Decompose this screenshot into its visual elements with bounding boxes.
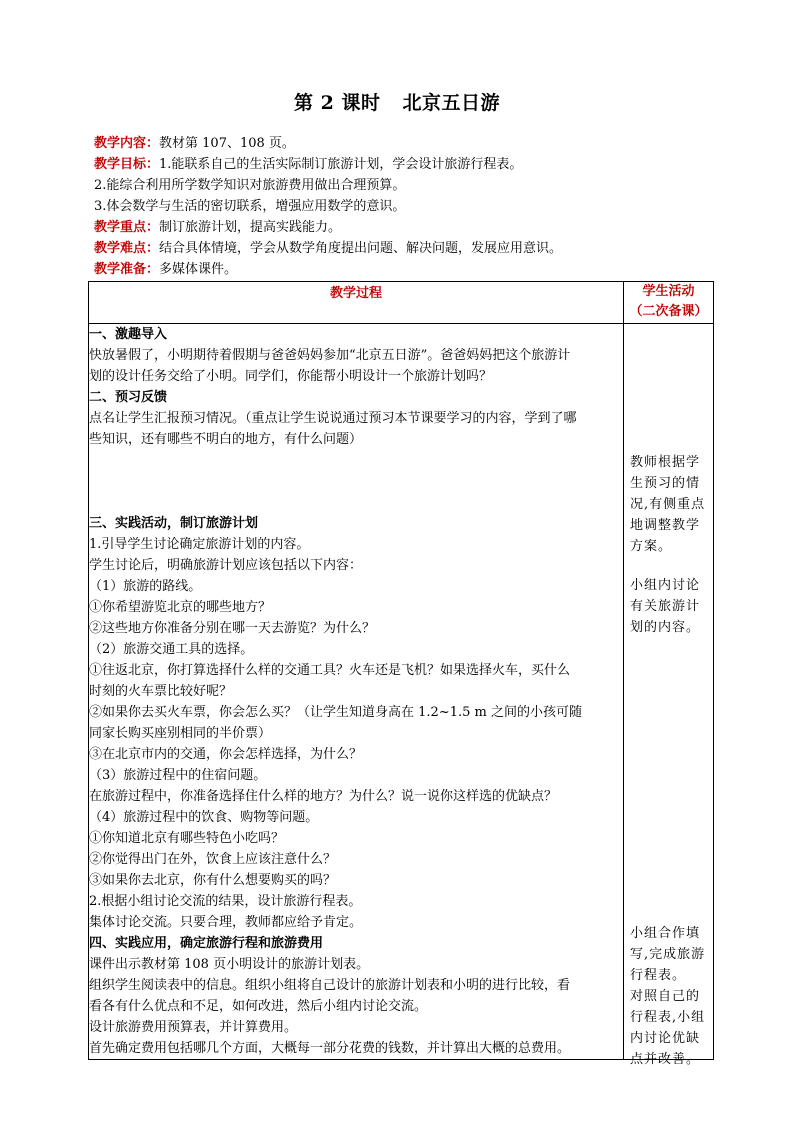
section-heading: 二、预习反馈 bbox=[89, 390, 168, 405]
text-line: 同家长购买座别相同的半价票） bbox=[89, 726, 272, 741]
meta-text: 教材第 107、108 页。 bbox=[159, 136, 295, 151]
meta-text: 多媒体课件。 bbox=[159, 262, 238, 277]
text-line: 看各有什么优点和不足，如何改进，然后小组内讨论交流。 bbox=[89, 999, 428, 1014]
lesson-number: 第 2 课时 bbox=[294, 92, 381, 114]
text-line: （4）旅游过程中的饮食、购物等问题。 bbox=[89, 810, 319, 825]
side-note-itinerary bbox=[630, 923, 709, 1070]
blank-line bbox=[89, 450, 623, 471]
meta-label: 教学难点： bbox=[94, 241, 160, 256]
text-line: 设计旅游费用预算表，并计算费用。 bbox=[89, 1020, 298, 1035]
text-line: ②你觉得出门在外，饮食上应该注意什么？ bbox=[89, 852, 337, 867]
section-heading: 一、激趣导入 bbox=[89, 327, 168, 342]
text-line: ②如果你去买火车票，你会怎么买？（让学生知道身高在 1.2~1.5 m 之间的小孩可随 bbox=[89, 705, 582, 720]
meta-label: 教学目标： bbox=[94, 157, 160, 172]
side-note-line: 生预习的情 bbox=[630, 476, 701, 491]
meta-line bbox=[94, 238, 714, 259]
text-line: ②这些地方你准备分别在哪一天去游览？为什么？ bbox=[89, 621, 376, 636]
meta-label: 教学准备： bbox=[94, 262, 160, 277]
meta-line bbox=[94, 217, 714, 238]
text-line: （3）旅游过程中的住宿问题。 bbox=[89, 768, 267, 783]
text-line: （1）旅游的路线。 bbox=[89, 579, 202, 594]
text-line: 点名让学生汇报预习情况。（重点让学生说说通过预习本节课要学习的内容，学到了哪 bbox=[89, 411, 577, 426]
side-note-line: 小组合作填 bbox=[630, 926, 701, 941]
process-cell bbox=[89, 324, 624, 1060]
side-note-line: 内讨论优缺 bbox=[630, 1031, 701, 1046]
text-line: 在旅游过程中，你准备选择住什么样的地方？为什么？说一说你这样选的优缺点？ bbox=[89, 789, 558, 804]
text-line: ①你知道北京有哪些特色小吃吗？ bbox=[89, 831, 285, 846]
student-activity-cell bbox=[624, 324, 714, 1067]
teaching-process-table bbox=[88, 281, 714, 1067]
text-line: 时刻的火车票比较好呢？ bbox=[89, 684, 233, 699]
blank-line bbox=[89, 471, 623, 492]
side-note-line: 点并改善。 bbox=[630, 1052, 701, 1067]
side-note-discussion bbox=[630, 575, 709, 638]
text-line: ③在北京市内的交通，你会怎样选择，为什么？ bbox=[89, 747, 363, 762]
header-side-line: （二次备课） bbox=[629, 304, 708, 319]
side-note-preview bbox=[630, 452, 709, 557]
page-title bbox=[0, 88, 794, 115]
side-note-line: 有关旅游计 bbox=[630, 599, 701, 614]
meta-label: 教学重点： bbox=[94, 220, 160, 235]
text-line: 集体讨论交流。只要合理，教师都应给予肯定。 bbox=[89, 915, 363, 930]
side-note-line: 教师根据学 bbox=[630, 455, 701, 470]
side-note-line: 方案。 bbox=[630, 539, 673, 554]
meta-line bbox=[94, 196, 714, 217]
text-line: 2.根据小组讨论交流的结果，设计旅游行程表。 bbox=[89, 894, 362, 909]
meta-line bbox=[94, 133, 714, 154]
side-note-line: 地调整教学 bbox=[630, 518, 701, 533]
meta-text: 结合具体情境，学会从数学角度提出问题、解决问题，发展应用意识。 bbox=[159, 241, 563, 256]
meta-line bbox=[94, 154, 714, 175]
section-heading: 三、实践活动，制订旅游计划 bbox=[89, 516, 259, 531]
header-teaching-process: 教学过程 bbox=[89, 282, 624, 324]
side-note-line: 小组内讨论 bbox=[630, 578, 701, 593]
blank-line bbox=[89, 492, 623, 513]
meta-line bbox=[94, 259, 714, 280]
side-note-line: 写,完成旅游 bbox=[630, 947, 706, 962]
text-line: 划的设计任务交给了小明。同学们，你能帮小明设计一个旅游计划吗？ bbox=[89, 369, 493, 384]
meta-line bbox=[94, 175, 714, 196]
text-line: ①你希望游览北京的哪些地方？ bbox=[89, 600, 272, 615]
meta-text: 1.能联系自己的生活实际制订旅游计划，学会设计旅游行程表。 bbox=[159, 157, 523, 172]
side-note-line: 划的内容。 bbox=[630, 620, 701, 635]
header-side-line: 学生活动 bbox=[642, 284, 695, 299]
lesson-topic: 北京五日游 bbox=[402, 92, 500, 114]
section-heading: 四、实践应用，确定旅游行程和旅游费用 bbox=[89, 936, 324, 951]
text-line: ①往返北京，你打算选择什么样的交通工具？火车还是飞机？如果选择火车，买什么 bbox=[89, 663, 571, 678]
side-note-line: 况,有侧重点 bbox=[630, 497, 706, 512]
text-line: 组织学生阅读表中的信息。组织小组将自己设计的旅游计划表和小明的进行比较，看 bbox=[89, 978, 571, 993]
side-note-line: 行程表,小组 bbox=[630, 1010, 706, 1025]
text-line: 快放暑假了，小明期待着假期与爸爸妈妈参加“北京五日游”。爸爸妈妈把这个旅游计 bbox=[89, 348, 571, 363]
meta-text: 制订旅游计划，提高实践能力。 bbox=[159, 220, 342, 235]
header-student-activity bbox=[624, 282, 714, 324]
text-line: 些知识，还有哪些不明白的地方，有什么问题） bbox=[89, 432, 363, 447]
text-line: 首先确定费用包括哪几个方面，大概每一部分花费的钱数，并计算出大概的总费用。 bbox=[89, 1041, 571, 1056]
side-note-line: 行程表。 bbox=[630, 968, 687, 983]
text-line: （2）旅游交通工具的选择。 bbox=[89, 642, 254, 657]
meta-text: 3.体会数学与生活的密切联系，增强应用数学的意识。 bbox=[94, 199, 406, 214]
text-line: 学生讨论后，明确旅游计划应该包括以下内容： bbox=[89, 558, 363, 573]
text-line: 1.引导学生讨论确定旅游计划的内容。 bbox=[89, 537, 310, 552]
text-line: 课件出示教材第 108 页小明设计的旅游计划表。 bbox=[89, 957, 370, 972]
meta-label: 教学内容： bbox=[94, 136, 160, 151]
text-line: ③如果你去北京，你有什么想要购买的吗？ bbox=[89, 873, 337, 888]
side-note-line: 对照自己的 bbox=[630, 989, 701, 1004]
meta-text: 2.能综合利用所学数学知识对旅游费用做出合理预算。 bbox=[94, 178, 406, 193]
